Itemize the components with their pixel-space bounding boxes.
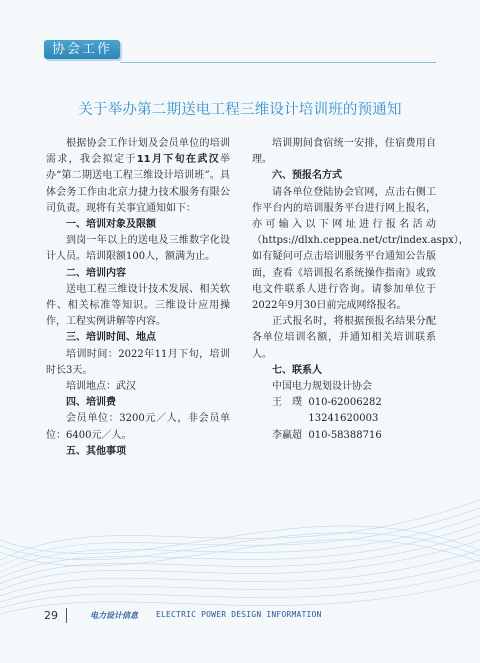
section-label: 协会工作 [51,42,112,57]
contact-line-2: 13241620003 [272,413,379,425]
contact-org: 中国电力规划设计协会 [272,381,372,393]
right-column [252,136,469,444]
paragraph-2: 送电工程三维设计技术发展、相关软件、相关标准等知识。三维设计应用操作，工程实例讲解等内容。 [46,283,230,328]
section-tab [44,40,120,59]
contact-line-1: 王 璞 010-62006282 [272,397,382,409]
header-rule [120,62,436,63]
paragraph-7: 请各单位登陆协会官网，点击右侧工作平台内的培训服务平台进行网上报名，亦可输入以下网址进行报名活动（https://dlxh.ceppea.net/ctr/index.aspx），如有疑问可点击培训服务平台通知公告版面，查看《培训报名系统操作指南》或致电文件联系人进行咨询。请参加单位于2022年9月30日前完成网络报名。 [252,186,469,312]
contact-line-3: 李赢超 010-58388716 [272,429,382,441]
paragraph-5: 会员单位：3200元／人，非会员单位：6400元／人。 [46,413,230,441]
heading-7: 七、联系人 [272,364,322,376]
paragraph-4: 培训地点：武汉 [66,381,136,393]
paragraph-8: 正式报名时，将根据预报名结果分配各单位培训名额，并通知相关培训联系人。 [252,316,436,360]
paragraph-3: 培训时间：2022年11月下旬，培训时长3天。 [46,348,230,376]
left-column [46,136,230,460]
footer-divider [66,608,67,623]
heading-3: 三、培训时间、地点 [66,332,156,344]
paragraph-6: 培训期间食宿统一安排，住宿费用自理。 [252,138,436,166]
heading-1: 一、培训对象及限额 [66,219,156,231]
page-number: 29 [44,609,58,622]
article-title: 关于举办第二期送电工程三维设计培训班的预通知 [78,102,402,118]
heading-4: 四、培训费 [66,397,116,409]
page-footer [0,606,480,626]
heading-6: 六、预报名方式 [272,170,342,182]
heading-5: 五、其他事项 [66,445,126,457]
journal-name-cn: 电力设计信息 [90,611,138,620]
intro-paragraph: 根据协会工作计划及会员单位的培训需求，我会拟定于11月下旬在武汉举办“第二期送电工程三维设计培训班”。具体会务工作由北京力捷力技术服务有限公司负责。现将有关事宜通知如下： [46,138,231,214]
heading-2: 二、培训内容 [66,267,126,279]
paragraph-1: 到岗一年以上的送电及三维数字化设计人员。培训限额100人，额满为止。 [46,235,230,263]
journal-name-en: ELECTRIC POWER DESIGN INFORMATION [156,610,322,619]
